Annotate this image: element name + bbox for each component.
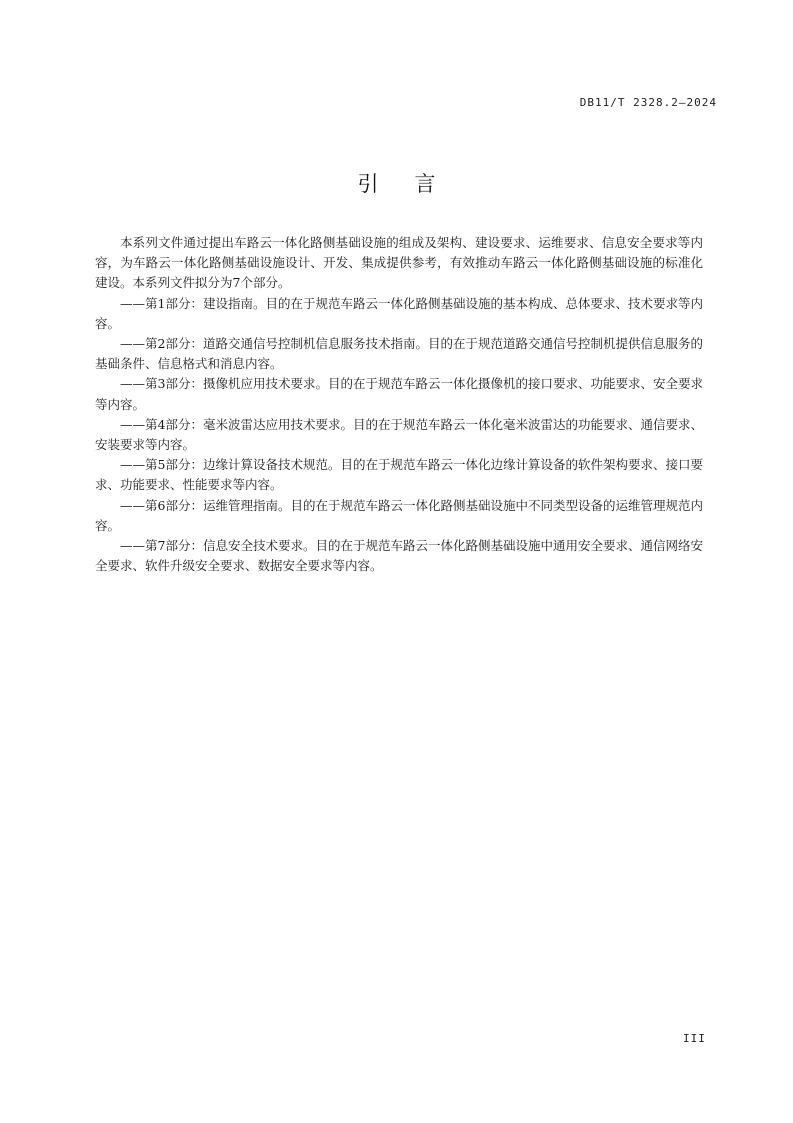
introduction-body [95, 233, 703, 576]
part-5-paragraph: ——第5部分：边缘计算设备技术规范。目的在于规范车路云一体化边缘计算设备的软件架构要求、接口要求、功能要求、性能要求等内容。 [95, 457, 703, 493]
part-1-paragraph: ——第1部分：建设指南。目的在于规范车路云一体化路侧基础设施的基本构成、总体要求、技术要求等内容。 [95, 295, 703, 331]
standard-code: DB11/T 2328.2—2024 [579, 96, 717, 109]
page-title: 引言 [357, 172, 472, 196]
part-4-paragraph: ——第4部分：毫米波雷达应用技术要求。目的在于规范车路云一体化毫米波雷达的功能要求、通信要求、安装要求等内容。 [95, 416, 703, 453]
part-3-paragraph: ——第3部分：摄像机应用技术要求。目的在于规范车路云一体化摄像机的接口要求、功能要求、安全要求等内容。 [95, 376, 703, 412]
part-7-paragraph: ——第7部分：信息安全技术要求。目的在于规范车路云一体化路侧基础设施中通用安全要求、通信网络安全要求、软件升级安全要求、数据安全要求等内容。 [95, 538, 703, 574]
part-6-paragraph: ——第6部分：运维管理指南。目的在于规范车路云一体化路侧基础设施中不同类型设备的运维管理规范内容。 [95, 497, 703, 533]
page-number: III [683, 1032, 706, 1045]
intro-paragraph: 本系列文件通过提出车路云一体化路侧基础设施的组成及架构、建设要求、运维要求、信息安全要求等内容，为车路云一体化路侧基础设施设计、开发、集成提供参考，有效推动车路云一体化路侧基础设施的标准化建设。本系列文件拟分为7个部分。 [95, 235, 703, 291]
part-2-paragraph: ——第2部分：道路交通信号控制机信息服务技术指南。目的在于规范道路交通信号控制机提供信息服务的基础条件、信息格式和消息内容。 [95, 336, 703, 372]
